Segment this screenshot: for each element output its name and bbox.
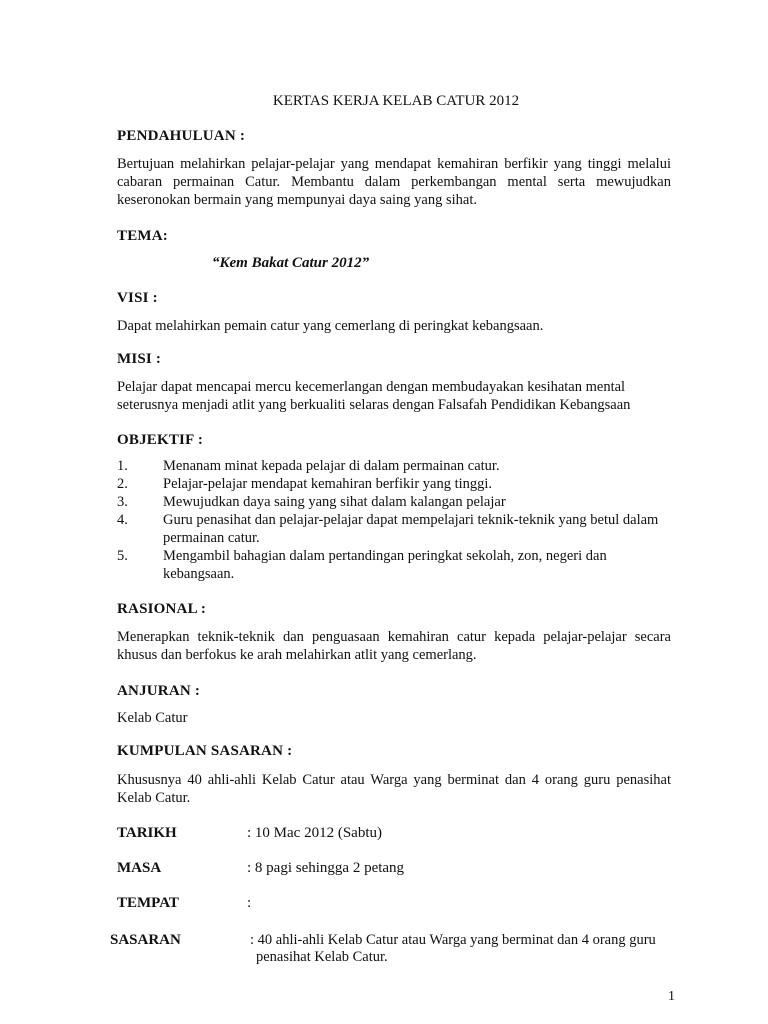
list-number: 1. bbox=[117, 458, 128, 474]
heading-visi: VISI : bbox=[117, 290, 158, 306]
detail-label: SASARAN bbox=[110, 932, 181, 948]
detail-value: : 10 Mac 2012 (Sabtu) bbox=[247, 825, 382, 841]
heading-objektif: OBJEKTIF : bbox=[117, 432, 204, 448]
detail-value: : 8 pagi sehingga 2 petang bbox=[247, 860, 405, 876]
detail-value: : 40 ahli-ahli Kelab Catur atau Warga yang berminat dan 4 orang guru bbox=[250, 932, 656, 948]
list-number: 5. bbox=[117, 548, 128, 564]
detail-label: TEMPAT bbox=[117, 895, 179, 911]
heading-rasional: RASIONAL : bbox=[117, 601, 207, 617]
paragraph-anjuran: Kelab Catur bbox=[117, 710, 188, 726]
list-item bbox=[117, 547, 707, 583]
page-number: 1 bbox=[668, 989, 675, 1004]
paragraph-pendahuluan: Bertujuan melahirkan pelajar-pelajar yang mendapat kemahiran berfikir yang tinggi melalui cabaran permainan Catur. Membantu dalam perkembangan mental serta mewujudkan keseronokan bermain yang mempunyai daya saing yang sihat. bbox=[117, 156, 671, 208]
detail-value-continued: penasihat Kelab Catur. bbox=[256, 949, 388, 965]
list-text: Mengambil bahagian dalam pertandingan peringkat sekolah, zon, negeri dan kebangsaan. bbox=[163, 548, 607, 582]
heading-misi: MISI : bbox=[117, 351, 162, 367]
heading-tema: TEMA: bbox=[117, 228, 168, 244]
theme-text: “Kem Bakat Catur 2012” bbox=[212, 255, 370, 271]
list-text: Guru penasihat dan pelajar-pelajar dapat mempelajari teknik-teknik yang betul dalam permainan catur. bbox=[163, 512, 659, 546]
paragraph-visi: Dapat melahirkan pemain catur yang cemerlang di peringkat kebangsaan. bbox=[117, 318, 544, 334]
paragraph-misi: Pelajar dapat mencapai mercu kecemerlangan dengan membudayakan kesihatan mental seterusnya menjadi atlit yang berkualiti selaras dengan Falsafah Pendidikan Kebangsaan bbox=[117, 379, 631, 413]
detail-label: TARIKH bbox=[117, 825, 177, 841]
paragraph-kumpulan-sasaran: Khususnya 40 ahli-ahli Kelab Catur atau Warga yang berminat dan 4 orang guru penasihat Kelab Catur. bbox=[117, 772, 671, 806]
list-text: Mewujudkan daya saing yang sihat dalam kalangan pelajar bbox=[163, 494, 506, 510]
detail-value: : bbox=[247, 895, 252, 911]
list-item bbox=[117, 457, 707, 475]
paragraph-rasional: Menerapkan teknik-teknik dan penguasaan kemahiran catur kepada pelajar-pelajar secara khusus dan berfokus ke arah melahirkan atlit yang cemerlang. bbox=[117, 629, 671, 663]
objektif-list bbox=[117, 457, 707, 583]
list-item bbox=[117, 475, 707, 493]
list-item bbox=[117, 511, 707, 547]
list-number: 2. bbox=[117, 476, 128, 492]
list-number: 3. bbox=[117, 494, 128, 510]
list-item bbox=[117, 493, 707, 511]
list-number: 4. bbox=[117, 512, 128, 528]
heading-kumpulan-sasaran: KUMPULAN SASARAN : bbox=[117, 743, 293, 759]
document-title: KERTAS KERJA KELAB CATUR 2012 bbox=[272, 93, 520, 109]
heading-pendahuluan: PENDAHULUAN : bbox=[117, 128, 246, 144]
list-text: Menanam minat kepada pelajar di dalam permainan catur. bbox=[163, 458, 500, 474]
detail-label: MASA bbox=[117, 860, 162, 876]
heading-anjuran: ANJURAN : bbox=[117, 683, 201, 699]
list-text: Pelajar-pelajar mendapat kemahiran berfikir yang tinggi. bbox=[163, 476, 493, 492]
